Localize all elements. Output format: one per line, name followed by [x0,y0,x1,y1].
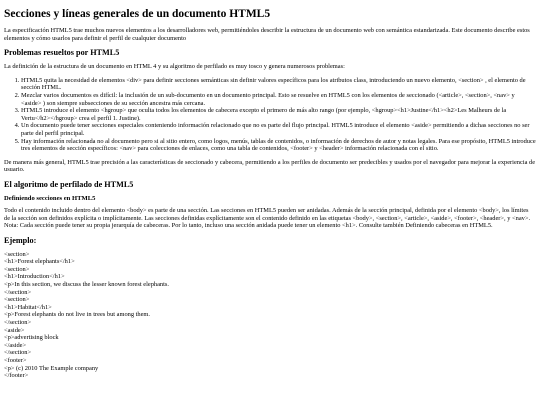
problems-conclusion-paragraph: De manera más general, HTML5 trae precisión a las características de seccionado y cabecera, permitiendo a los perfiles de documento ser predecibles y usados por el navegador para mejorar la experiencia de usuario. [4,158,536,174]
problems-heading: Problemas resueltos por HTML5 [4,48,120,58]
code-line: </section> [4,288,32,296]
code-line: </section> [4,319,32,327]
code-line: <section> [4,296,30,304]
code-line: <p>Forest elephants do not live in trees but among them. [4,311,151,319]
sections-paragraph: Todo el contenido incluido dentro del elemento <body> es parte de una sección. Las secciones en HTML5 pueden ser anidadas. Además de la sección principal, definida por el elemento <body>, los límites de la sección son definidos explícita o implícitamente. Las secciones definidas explícitamente son el contenido definido en las etiquetas <body>, <section>, <article>, <aside>, <footer>, <header>, y <nav>. Nota: Cada sección puede tener su propia jerarquía de cabeceras. Por lo tanto, incluso una sección anidada puede tener un elemento <h1>. Consulte también Definiendo cabeceras en HTML5. [4,206,531,230]
list-item: 2. Mezclar varios documentos es difícil: la inclusión de un sub-documento en un documento principal. Esto se resuelve en HTML5 con los elementos de seccionado (<article>, <section>, <nav> y <aside> ) son siempre subsecciones de su sección ancestra más cercana. [21,92,536,107]
list-item: 4. Un documento puede tener secciones especiales conteniendo información relacionado que no es parte del flujo principal. HTML5 introduce el elemento <aside> permitiendo a dichas secciones no ser parte del perfil principal. [21,122,536,137]
code-line: <p>advertising block [4,334,59,342]
list-item: 1. HTML5 quita la necesidad de elementos <div> para definir secciones semánticas sin definir valores específicos para los atributos class, introduciendo un nuevo elemento, <section> , el elemento de sección HTML. [21,77,536,92]
code-line: <h1>Forest elephants</h1> [4,258,75,266]
list-item: 5. Hay información relacionada no al documento pero si al sitio entero, como logos, menús, tablas de contenidos, o información de derechos de autor y notas legales. Para ese propósito, HTML5 introduce tres elementos de sección específicos: <nav> para colecciones de enlaces, como una tabla de contenidos, <footer> y <header> información relacionada con el sitio. [21,138,536,153]
code-line: <h1>Habitat</h1> [4,303,52,311]
code-line: </aside> [4,341,27,349]
code-line: <p>In this section, we discuss the lesser known forest elephants. [4,281,169,289]
list-item: 3. HTML5 introduce el elemento <hgroup> que oculta todos los elementos de cabecera excepto el primero de más alto rango (por ejemplo, <hgroup><h1>Justine</h1><h2>Les Malheurs de la Vertu</h2></hgroup> crea el perfil 1. Justine). [21,107,536,122]
code-line: <section> [4,250,30,258]
page-title: Secciones y líneas generales de un documento HTML5 [4,8,271,20]
code-line: <section> [4,265,30,273]
code-line: <p> (c) 2010 The Example company [4,364,99,372]
sections-heading: Definiendo secciones en HTML5 [4,194,96,202]
code-line: <footer> [4,357,27,364]
problems-list [4,77,536,153]
problems-intro-paragraph: La definición de la estructura de un documento en HTML 4 y su algoritmo de perfilado es muy tosco y genera numerosos problemas: [4,63,345,71]
code-line: </section> [4,349,32,357]
code-line: <aside> [4,326,25,334]
code-line: <h1>Introduction</h1> [4,273,65,281]
intro-paragraph: La especificación HTML5 trae muchos nuevos elementos a los desarrolladores web, permitiéndoles describir la estructura de un documento web con semántica estandarizada. Este documento describe estos elementos y cómo usarlos para definir el perfil de cualquier documento [4,27,530,42]
example-code [4,251,536,380]
code-line: </footer> [4,372,29,380]
algorithm-heading: El algoritmo de perfilado de HTML5 [4,179,134,189]
example-heading: Ejemplo: [4,235,37,245]
